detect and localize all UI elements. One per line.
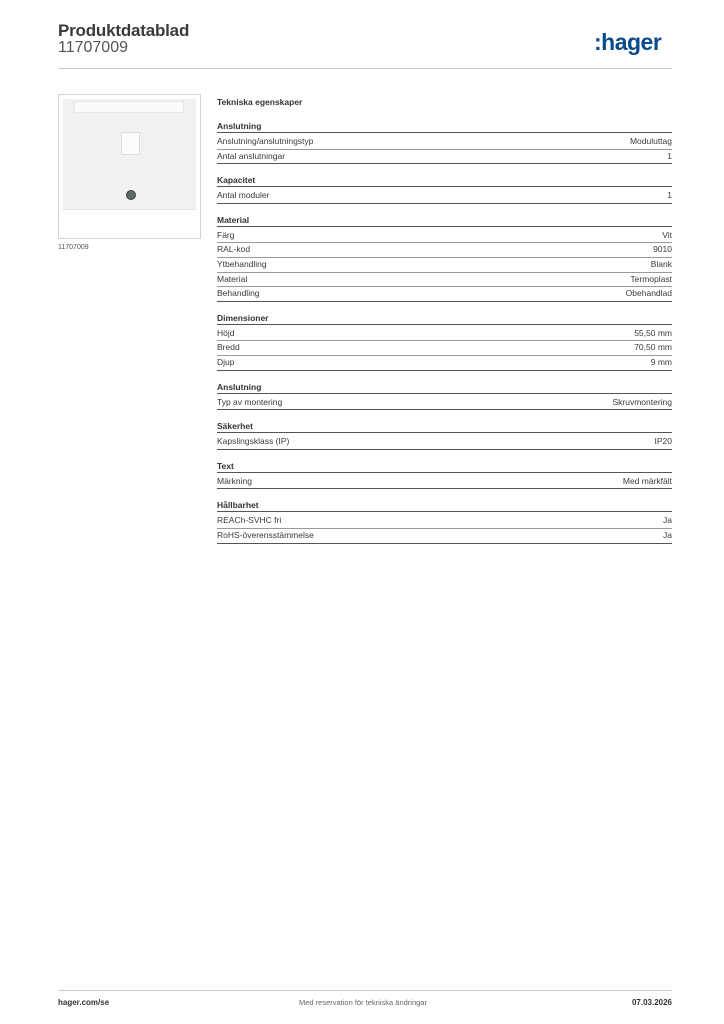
- spec-row: [217, 341, 672, 356]
- spec-value: 9 mm: [650, 356, 672, 367]
- spec-label: Kapslingsklass (IP): [217, 436, 290, 447]
- spec-label: Material: [217, 273, 248, 284]
- spec-value: 1: [667, 150, 672, 161]
- spec-row: [217, 396, 672, 411]
- section-title: Hållbarhet: [217, 499, 672, 512]
- page-title: Produktdatablad: [58, 21, 190, 40]
- spec-label: Behandling: [217, 288, 260, 299]
- spec-section: [217, 312, 672, 371]
- spec-label: Höjd: [217, 327, 235, 338]
- spec-value: Moduluttag: [629, 136, 672, 146]
- spec-row: [217, 258, 672, 273]
- spec-section: [217, 214, 672, 302]
- spec-label: RAL-kod: [217, 244, 251, 255]
- spec-label: Märkning: [217, 475, 252, 486]
- spec-sections: [217, 120, 672, 544]
- spec-row: [217, 435, 672, 450]
- section-title: Anslutning: [217, 381, 672, 394]
- section-title: Dimensioner: [217, 312, 672, 325]
- spec-label: Antal moduler: [217, 190, 270, 201]
- fixing-screw: [126, 190, 136, 200]
- section-title: Säkerhet: [217, 420, 672, 433]
- spec-value: IP20: [654, 436, 672, 447]
- spec-section: [217, 499, 672, 543]
- module-port: [121, 132, 140, 155]
- spec-value: Skruvmontering: [612, 396, 672, 407]
- specs-table: [217, 96, 672, 554]
- spec-row: [217, 273, 672, 288]
- spec-section: [217, 174, 672, 204]
- spec-section: [217, 420, 672, 450]
- spec-row: [217, 243, 672, 258]
- spec-label: Typ av montering: [217, 396, 283, 407]
- spec-label: Anslutning/anslutningstyp: [217, 136, 314, 146]
- spec-row: [217, 229, 672, 244]
- spec-value: 9010: [653, 244, 672, 255]
- spec-value: 70,50 mm: [634, 342, 672, 353]
- spec-label: Bredd: [217, 342, 240, 353]
- product-number: 11707009: [58, 39, 128, 56]
- spec-label: Djup: [217, 356, 235, 367]
- spec-section: [217, 120, 672, 164]
- spec-value: Ja: [663, 515, 672, 526]
- spec-row: [217, 287, 672, 302]
- spec-section: [217, 381, 672, 411]
- footer-date: 07.03.2026: [631, 998, 672, 1007]
- spec-label: REACh-SVHC fri: [217, 515, 282, 526]
- spec-value: Termoplast: [630, 273, 672, 284]
- spec-value: Obehandlad: [625, 288, 672, 299]
- footer-disclaimer: Med reservation för tekniska ändringar: [299, 998, 427, 1007]
- specs-title: Tekniska egenskaper: [217, 97, 303, 107]
- spec-value: Ja: [663, 529, 672, 540]
- spec-row: [217, 529, 672, 544]
- spec-row: [217, 327, 672, 342]
- spec-label: Ytbehandling: [217, 258, 267, 269]
- section-title: Anslutning: [217, 120, 672, 133]
- product-image: [58, 94, 201, 239]
- section-title: Material: [217, 214, 672, 227]
- header-divider: [58, 68, 672, 69]
- spec-value: Med märkfält: [622, 475, 672, 486]
- spec-row: [217, 189, 672, 204]
- spec-row: [217, 356, 672, 371]
- image-caption: 11707009: [58, 244, 89, 251]
- spec-section: [217, 460, 672, 490]
- spec-value: Vit: [662, 229, 672, 240]
- hager-logo: :hager: [594, 29, 662, 55]
- spec-label: Färg: [217, 229, 235, 240]
- spec-row: [217, 475, 672, 490]
- spec-row: [217, 514, 672, 529]
- section-title: Kapacitet: [217, 174, 672, 187]
- spec-value: Blank: [650, 258, 672, 269]
- spec-row: [217, 150, 672, 165]
- wall-plate: [63, 99, 196, 210]
- spec-value: 55,50 mm: [634, 327, 672, 338]
- footer-divider: [58, 990, 672, 991]
- spec-label: RoHS-överensstämmelse: [217, 529, 314, 540]
- label-field: [74, 101, 184, 113]
- section-title: Text: [217, 460, 672, 473]
- spec-value: 1: [667, 190, 672, 201]
- footer-website: hager.com/se: [58, 998, 110, 1007]
- spec-label: Antal anslutningar: [217, 150, 286, 161]
- spec-row: [217, 135, 672, 150]
